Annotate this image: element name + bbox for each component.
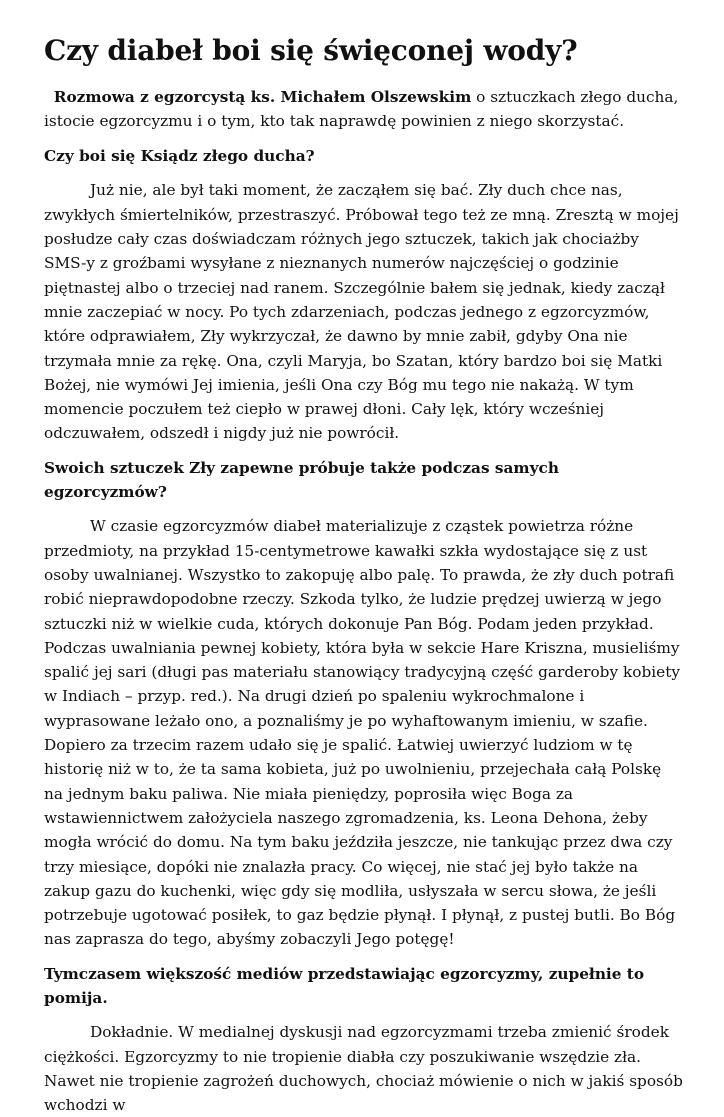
section-question-2: Swoich sztuczek Zły zapewne próbuje także podczas samych egzorcyzmów? <box>44 458 559 502</box>
section-answer-3: Dokładnie. W medialnej dyskusji nad egzorcyzmami trzeba zmienić środek ciężkości. Egzorcyzmy to nie tropienie diabła czy poszukiwanie wszędzie zła. Nawet nie tropienie zagrożeń duchowych, chociaż mówienie o nich w jakiś sposób wchodzi w <box>44 1023 683 1115</box>
lead-bold: Rozmowa z egzorcystą ks. Michałem Olszewskim <box>53 87 472 106</box>
section-question-1: Czy boi się Ksiądz złego ducha? <box>44 147 315 166</box>
article-lead <box>44 85 684 134</box>
lead-text: o sztuczkach złego ducha, istocie egzorcyzmu i o tym, kto tak naprawdę powinien z niego skorzystać. <box>44 87 679 130</box>
section-question-3: Tymczasem większość mediów przedstawiając egzorcyzmy, zupełnie to pomija. <box>44 964 645 1007</box>
section-answer-2: W czasie egzorcyzmów diabeł materializuje z cząstek powietrza różne przedmioty, na przykład 15-centymetrowe kawałki szkła wydostające się z ust osoby uwalnianej. Wszystko to zakopuję albo palę. To prawda, że zły duch potrafi robić nieprawdopodobne rzeczy. Szkoda tylko, że ludzie prędzej uwierzą w jego sztuczki niż w wielkie cuda, których dokonuje Pan Bóg. Podam jeden przykład. Podczas uwalniania pewnej kobiety, która była w sekcie Hare Kriszna, musieliśmy spalić jej sari (długi pas materiału stanowiący tradycyjną część garderoby kobiety w Indiach – przyp. red.). Na drugi dzień po spaleniu wykrochmalone i wyprasowane leżało ono, a poznaliśmy je po wyhaftowanym imieniu, w szafie. Dopiero za trzecim razem udało się je spalić. Łatwiej uwierzyć ludziom w tę historię niż w to, że ta sama kobieta, już po uwolnieniu, przejechała całą Polskę na jednym baku paliwa. Nie miała pieniędzy, poprosiła więc Boga za wstawiennictwem założyciela naszego zgromadzenia, ks. Leona Dehona, żeby mogła wrócić do domu. Na tym baku jeździła jeszcze, nie tankując przez dwa czy trzy miesiące, dopóki nie znalazła pracy. Co więcej, nie stać jej było także na zakup gazu do kuchenki, więc gdy się modliła, usłyszała w sercu słowa, że jeśli potrzebuje ugotować posiłek, to gaz będzie płynął. I płynął, z pustej butli. Bo Bóg nas zaprasza do tego, abyśmy zobaczyli Jego potęgę! <box>44 517 680 949</box>
section-answer-1: Już nie, ale był taki moment, że zacząłem się bać. Zły duch chce nas, zwykłych śmiertelników, przestraszyć. Próbował tego też ze mną. Zresztą w mojej posłudze cały czas doświadczam różnych jego sztuczek, takich jak chociażby SMS-y z groźbami wysyłane z nieznanych numerów najczęściej o godzinie piętnastej albo o trzeciej nad ranem. Szczególnie bałem się jednak, kiedy zaczął mnie zaczepiać w nocy. Po tych zdarzeniach, podczas jednego z egzorcyzmów, które odprawiałem, Zły wykrzyczał, że dawno by mnie zabił, gdyby Ona nie trzymała mnie za rękę. Ona, czyli Maryja, bo Szatan, który bardzo boi się Matki Bożej, nie wymówi Jej imienia, jeśli Ona czy Bóg mu tego nie nakażą. W tym momencie poczułem też ciepło w prawej dłoni. Cały lęk, który wcześniej odczuwałem, odszedł i nigdy już nie powrócił. <box>44 181 679 443</box>
article-title: Czy diabeł boi się święconej wody? <box>44 34 578 67</box>
